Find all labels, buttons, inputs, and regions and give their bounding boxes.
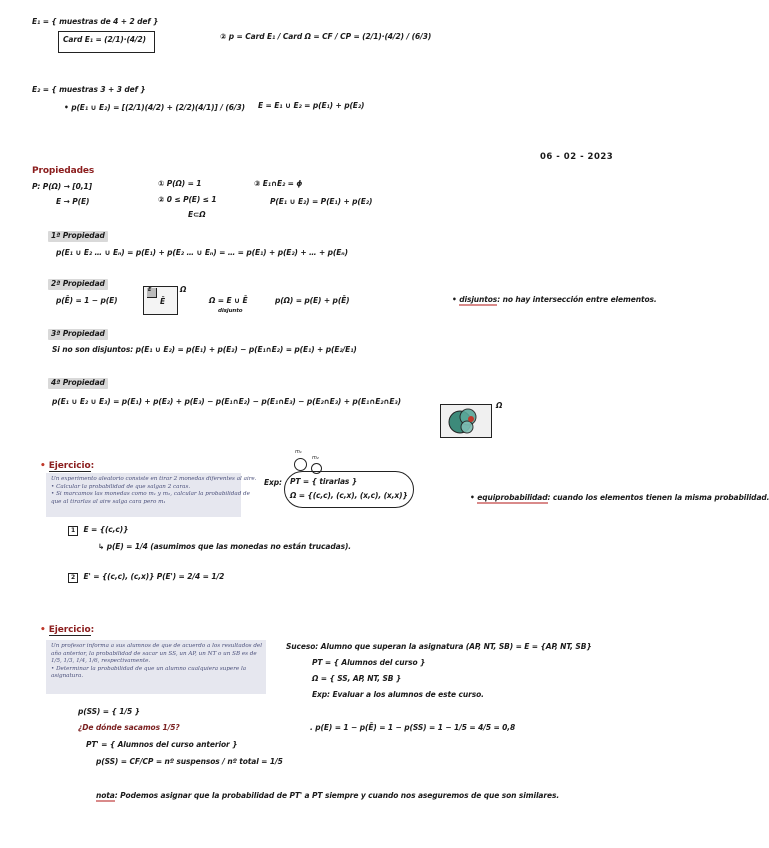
exercise-2-line-3: 1/5, 1/3, 1/4, 1/6, respectivamente.: [51, 658, 151, 665]
coin-m1-circle: [294, 458, 307, 471]
tag-propiedad-1: 1ª Propiedad: [48, 231, 108, 242]
answer-2-number: 2: [68, 573, 78, 583]
answer-1-event: E = {(c,c)}: [83, 525, 129, 534]
axiom-3: ③ E₁∩E₂ = ϕ: [254, 179, 303, 188]
exercise-1-sample-space: Ω = {(c,c), (c,x), (x,c), (x,x)}: [290, 491, 408, 500]
disjuntos-word: disjuntos: [459, 295, 498, 304]
exercise-2-pt-prev: PT' = { Alumnos del curso anterior }: [86, 740, 238, 749]
exercise-2-calculation: . p(E) = 1 − p(Ē) = 1 − p(SS) = 1 − 1/5 = 4/5 = 0,8: [310, 723, 516, 732]
tag-propiedad-4: 4ª Propiedad: [48, 378, 108, 389]
e1-definition: E₁ = { muestras de 4 + 2 def }: [32, 17, 159, 26]
exercise-1-line-3: • Si marcamos las monedas como m₁ y m₂, calcular la probabilidad de: [51, 491, 250, 498]
propiedad-2-formula: p(Ē) = 1 − p(E): [56, 296, 118, 305]
exercise-2-exp: Exp: Evaluar a los alumnos de este curso.: [312, 690, 484, 699]
exercise-2-line-1: Un profesor informa a sus alumnos de que de acuerdo a los resultados del: [51, 643, 263, 649]
exercise-2-pss: p(SS) = { 1/5 }: [78, 707, 140, 716]
equiprobabilidad-note: • equiprobabilidad: cuando los elementos tienen la misma probabilidad.: [470, 493, 769, 502]
exercise-1-line-4: que al tirarlas al aire salga cara pero m₁: [51, 498, 166, 505]
exercise-2-calculation-text: p(E) = 1 − p(Ē) = 1 − p(SS) = 1 − 1/5 = 4/5 = 0,8: [315, 723, 516, 732]
exercise-2-omega: Ω = { SS, AP, NT, SB }: [312, 674, 402, 683]
exercise-1-title-text: Ejercicio: [48, 461, 91, 471]
venn-circles-graphic: [441, 405, 491, 437]
nota-text: : Podemos asignar que la probabilidad de PT' a PT siempre y cuando nos aseguremos de que son similares.: [114, 791, 560, 800]
exercise-2-line-4: • Determinar la probabilidad de que un alumno cualquiera supere la: [51, 665, 247, 672]
prob-function: P: P(Ω) → [0,1]: [32, 182, 92, 191]
axiom-3-sum: P(E₁ ∪ E₂) = P(E₁) + p(E₂): [270, 197, 373, 206]
union-sum: E = E₁ ∪ E₂ = p(E₁) + p(E₂): [258, 101, 365, 110]
exercise-2-pt: PT = { Alumnos del curso }: [312, 658, 426, 667]
exercise-2-pss-calc: p(SS) = CF/CP = nº suspensos / nº total = 1/5: [96, 757, 283, 766]
exercise-2-question: ¿De dónde sacamos 1/5?: [78, 723, 180, 732]
nota-word: nota: [96, 791, 115, 800]
venn-e-label: E: [148, 287, 152, 293]
exercise-2-line-5: asignatura.: [51, 673, 84, 680]
omega-label-2: Ω: [496, 401, 503, 410]
propiedad-3-formula: Si no son disjuntos: p(E₁ ∪ E₂) = p(E₁) + p(E₂) − p(E₁∩E₂) = p(E₁) + p(E₂/E₁): [52, 345, 357, 354]
exercise-1-title: • Ejercicio:: [40, 461, 95, 471]
answer-2-event: E' = {(c,c), (c,x)} P(E') = 2/4 = 1/2: [83, 572, 225, 581]
exercise-2-title: • Ejercicio:: [40, 625, 95, 635]
e2-definition: E₂ = { muestras 3 + 3 def }: [32, 85, 146, 94]
exercise-1-line-2: • Calcular la probabilidad de que salgan 2 caras.: [51, 483, 191, 490]
axiom-1: ① P(Ω) = 1: [158, 179, 202, 188]
exercise-1-line-1: Un experimento aleatorio consiste en tirar 2 monedas diferentes al aire.: [51, 476, 257, 482]
omega-union: Ω = E ∪ Ē: [209, 296, 248, 305]
exercise-2-line-2: año anterior, la probabilidad de sacar un SS, un AP, un NT o un SB es de: [51, 650, 257, 657]
disjuntos-note: • disjuntos: no hay intersección entre elementos.: [452, 295, 657, 304]
nota-remark: [96, 792, 559, 801]
answer-2: [68, 573, 224, 583]
axiom-2-subset: E⊂Ω: [188, 210, 206, 219]
e1-card-formula: Card E₁ = (2/1)·(4/2): [63, 35, 146, 44]
axiom-2: ② 0 ≤ P(E) ≤ 1: [158, 195, 217, 204]
exercise-2-statement: [46, 640, 266, 694]
answer-1: [68, 526, 128, 536]
answer-1-number: 1: [68, 526, 78, 536]
exercise-2-title-text: Ejercicio: [48, 625, 91, 635]
omega-probability: p(Ω) = p(E) + p(Ē): [275, 296, 350, 305]
disjunto-label: disjunto: [218, 308, 243, 314]
omega-label: Ω: [180, 285, 187, 294]
section-title-propiedades: Propiedades: [32, 166, 95, 176]
tag-propiedad-3: 3ª Propiedad: [48, 329, 108, 340]
propiedad-4-formula: p(E₁ ∪ E₂ ∪ E₃) = p(E₁) + p(E₂) + p(E₃) − p(E₁∩E₂) − p(E₁∩E₃) − p(E₂∩E₃) + p(E₁∩E₂∩E₃): [52, 397, 401, 406]
answer-1-probability: ↳ p(E) = 1/4 (asumimos que las monedas no están trucadas).: [98, 542, 352, 551]
coin-m1-label: m₁: [295, 449, 302, 455]
equiprobabilidad-definition: : cuando los elementos tienen la misma probabilidad.: [547, 493, 769, 502]
exercise-1-statement: [46, 473, 257, 517]
probability-formula: ② p = Card E₁ / Card Ω = CF / CP = (2/1)·(4/2) / (6/3): [220, 32, 432, 41]
date: 06 - 02 - 2023: [540, 152, 614, 162]
disjuntos-definition: : no hay intersección entre elementos.: [497, 295, 657, 304]
exercise-1-exp-label: Exp:: [264, 478, 282, 487]
complement-venn-diagram: [143, 286, 178, 315]
exercise-1-pt: PT = { tirarlas }: [290, 477, 358, 486]
exercise-2-suceso: Suceso: Alumno que superan la asignatura (AP, NT, SB) = E = {AP, NT, SB}: [286, 642, 592, 651]
equiprobabilidad-word: equiprobabilidad: [477, 493, 548, 502]
tag-propiedad-2: 2ª Propiedad: [48, 279, 108, 290]
prob-mapping: E → P(E): [56, 197, 90, 206]
venn-ebar-label: Ē: [160, 297, 166, 306]
three-sets-venn-diagram: [440, 404, 492, 438]
propiedad-1-formula: p(E₁ ∪ E₂ … ∪ Eₙ) = p(E₁) + p(E₂ … ∪ Eₙ) = … = p(E₁) + p(E₂) + … + p(Eₙ): [56, 248, 348, 257]
coin-m2-label: m₂: [312, 455, 319, 461]
union-probability: • p(E₁ ∪ E₂) = [(2/1)(4/2) + (2/2)(4/1)] / (6/3): [64, 103, 245, 112]
